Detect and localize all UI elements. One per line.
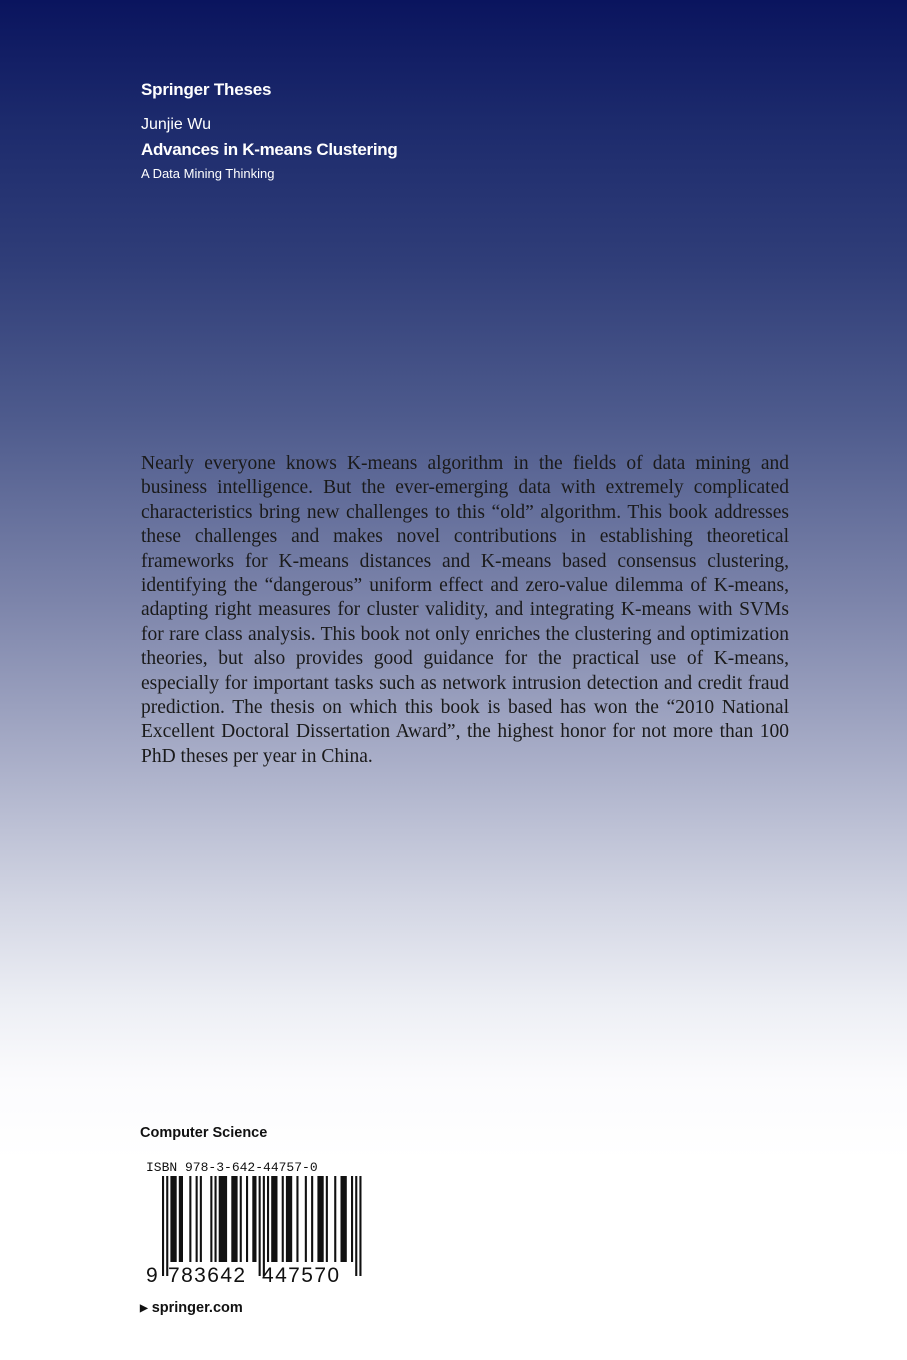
barcode-bar <box>200 1176 202 1262</box>
barcode-bar <box>311 1176 313 1262</box>
series-name: Springer Theses <box>141 80 272 99</box>
barcode-bar <box>189 1176 191 1262</box>
barcode-bar <box>246 1176 248 1262</box>
barcode-guard-bar <box>259 1176 261 1276</box>
book-title: Advances in K-means Clustering <box>141 140 398 159</box>
barcode-guard-bar <box>162 1176 164 1276</box>
barcode-digits-left: 783642 <box>168 1264 247 1287</box>
barcode-bar <box>179 1176 183 1262</box>
barcode-bar <box>341 1176 347 1262</box>
subject-category: Computer Science <box>140 1125 268 1141</box>
barcode-bar <box>219 1176 227 1262</box>
barcode-digits-right: 447570 <box>262 1264 341 1287</box>
barcode-bar <box>215 1176 217 1262</box>
isbn-barcode <box>140 1158 370 1292</box>
barcode-bar <box>282 1176 284 1262</box>
barcode-guard-bar <box>166 1176 168 1276</box>
barcode-bar <box>196 1176 198 1262</box>
barcode-guard-bar <box>355 1176 357 1276</box>
barcode-digit-lead: 9 <box>146 1264 158 1287</box>
barcode-bar <box>252 1176 256 1262</box>
barcode-bar <box>334 1176 336 1262</box>
barcode-bar <box>271 1176 277 1262</box>
barcode-bar <box>240 1176 242 1262</box>
author-name: Junjie Wu <box>141 116 211 133</box>
barcode-bar <box>317 1176 323 1262</box>
barcode-guard-bar <box>263 1176 265 1276</box>
triangle-right-icon: ▶ <box>140 1303 148 1314</box>
barcode-bar <box>305 1176 307 1262</box>
book-subtitle: A Data Mining Thinking <box>141 166 275 181</box>
barcode-bar <box>326 1176 328 1262</box>
barcode-bar <box>231 1176 237 1262</box>
barcode-bar <box>296 1176 298 1262</box>
barcode-bar <box>210 1176 212 1262</box>
back-cover-blurb: Nearly everyone knows K-means algorithm in the fields of data mining and business intelligence. But the ever-emerging data with extremely complicated characteristics bring new challenges to this “old” algorithm. This book addresses these challenges and makes novel contributions in establishing theoretical frameworks for K-means distances and K-means based consensus clustering, identifying the “dangerous” uniform effect and zero-value dilemma of K-means, adapting right measures for cluster validity, and integrating K-means with SVMs for rare class analysis. This book not only enriches the clustering and optimization theories, but also provides good guidance for the practical use of K-means, especially for important tasks such as network intrusion detection and credit fraud prediction. The thesis on which this book is based has won the “2010 National Excellent Doctoral Dissertation Award”, the highest honor for not more than 100 PhD theses per year in China. <box>141 453 789 767</box>
website-text: springer.com <box>151 1300 243 1316</box>
isbn-label: ISBN 978-3-642-44757-0 <box>146 1160 318 1175</box>
barcode-bar <box>267 1176 269 1262</box>
barcode-guard-bar <box>359 1176 361 1276</box>
barcode-bar <box>351 1176 353 1262</box>
website-link[interactable] <box>140 1300 243 1316</box>
barcode-bar <box>286 1176 292 1262</box>
barcode-bar <box>170 1176 176 1262</box>
